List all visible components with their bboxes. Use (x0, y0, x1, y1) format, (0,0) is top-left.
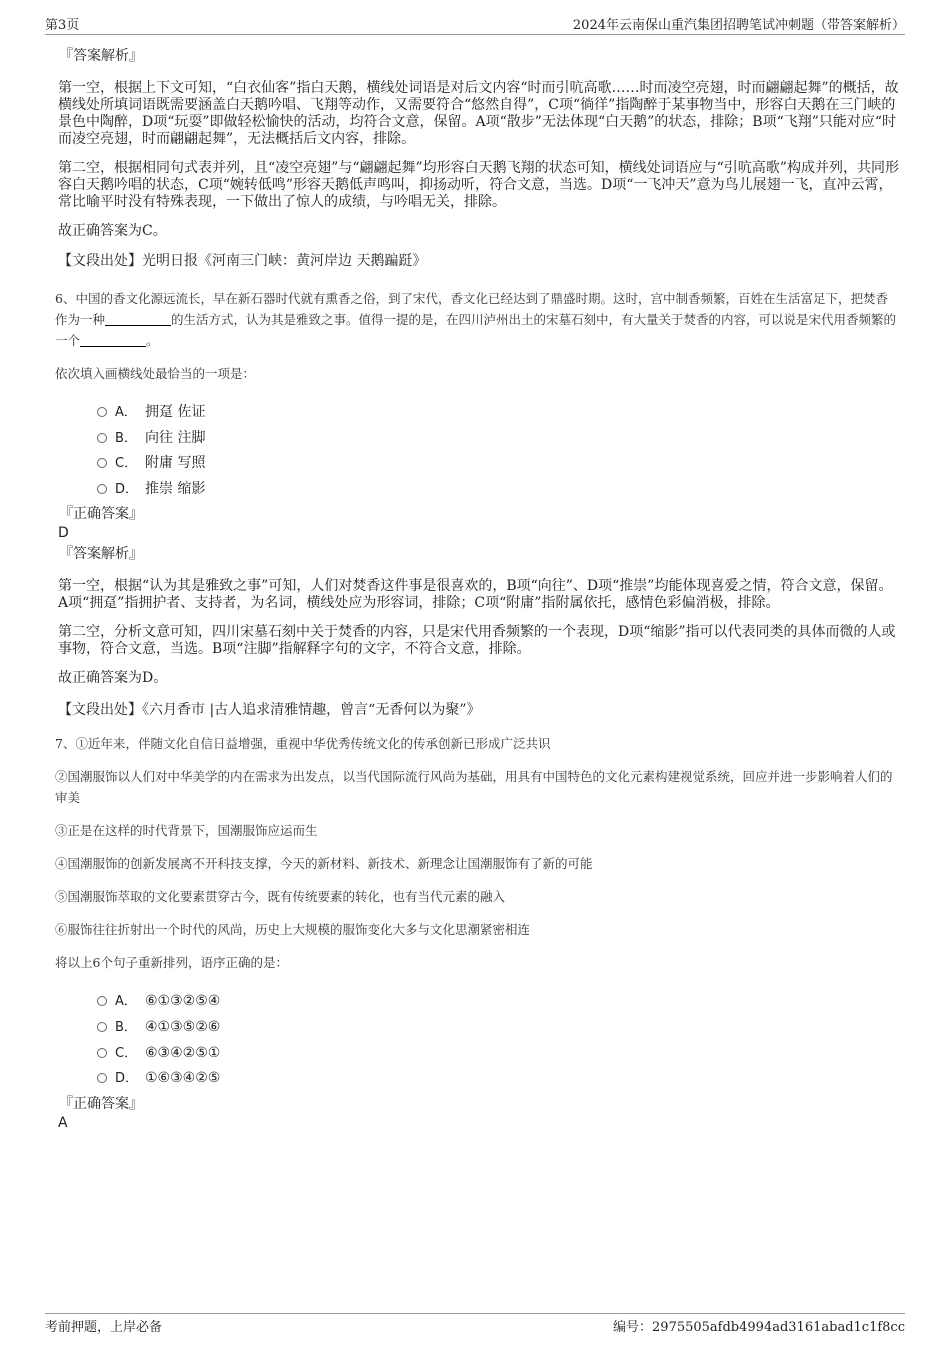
q7-answer-label: 『正确答案』 (59, 1095, 143, 1112)
q7-prompt: 将以上6个句子重新排列，语序正确的是： (55, 955, 288, 971)
document-serial: 编号：2975505afdb4994ad3161abad1c1f8cc (613, 1320, 905, 1335)
q6-source: 【文段出处】《六月香市 |古人追求清雅情趣，曾言“无香何以为聚”》 (58, 702, 481, 719)
q6-options (55, 400, 900, 502)
main-content (55, 46, 900, 1132)
q5-analysis-label: 『答案解析』 (59, 48, 143, 64)
q5-conclusion: 故正确答案为C。 (58, 223, 167, 239)
q6-answer-label: 『正确答案』 (59, 506, 143, 523)
q7-sentence-6: ⑥服饰往往折射出一个时代的风尚，历史上大规模的服饰变化大多与文化思潮紧密相连 (55, 922, 531, 938)
q6-stem: 6、中国的香文化源远流长，早在新石器时代就有熏香之俗，到了宋代，香文化已经达到了鼎盛时期。这时，宫中制香频繁，百姓在生活富足下，把焚香作为一种 的生活方式，认为其是雅致之事。值得一提的是，在四川泸州出土的宋墓石刻中，有大量关于焚香的内容，可以说是宋代用香频繁的一个 。 (55, 291, 897, 348)
q6-option-b[interactable]: B． 向往 注脚 (97, 426, 900, 452)
q7-answer: A (58, 1114, 68, 1131)
blank-2 (80, 334, 146, 347)
radio-icon[interactable] (97, 458, 107, 468)
radio-icon[interactable] (97, 407, 107, 417)
q7-option-b[interactable]: B． ④①③⑤②⑥ (97, 1015, 900, 1041)
radio-icon[interactable] (97, 996, 107, 1006)
q6-option-d[interactable]: D． 推崇 缩影 (97, 477, 900, 503)
page-header (45, 14, 905, 35)
q6-prompt: 依次填入画横线处最恰当的一项是： (55, 366, 256, 381)
q7-option-c[interactable]: C． ⑥③④②⑤① (97, 1041, 900, 1067)
q7-option-d[interactable]: D． ①⑥③④②⑤ (97, 1066, 900, 1092)
radio-icon[interactable] (97, 1073, 107, 1083)
q7-sentence-3: ③正是在这样的时代背景下，国潮服饰应运而生 (55, 823, 318, 839)
q6-option-a[interactable]: A． 拥趸 佐证 (97, 400, 900, 426)
footer-slogan: 考前押题，上岸必备 (45, 1320, 163, 1335)
q6-analysis-p1: 第一空，根据“认为其是雅致之事”可知，人们对焚香这件事是很喜欢的，B项“向往”、D项“推崇”均能体现喜爱之情，符合文意，保留。A项“拥趸”指拥护者、支持者，为名词，横线处应为形容词，排除；C项“附庸”指附属依托，感情色彩偏消极，排除。 (58, 578, 893, 612)
radio-icon[interactable] (97, 484, 107, 494)
q7-sentence-5: ⑤国潮服饰萃取的文化要素贯穿古今，既有传统要素的转化，也有当代元素的融入 (55, 889, 506, 905)
blank-1 (105, 313, 171, 326)
page-footer (45, 1313, 905, 1336)
document-title: 2024年云南保山重汽集团招聘笔试冲刺题（带答案解析） (572, 18, 905, 33)
q6-analysis-label: 『答案解析』 (59, 546, 143, 563)
radio-icon[interactable] (97, 1022, 107, 1032)
q5-source: 【文段出处】光明日报《河南三门峡：黄河岸边 天鹅蹁跹》 (58, 253, 427, 269)
q5-analysis-p2: 第二空，根据相同句式表并列，且“凌空亮翅”与“翩翩起舞”均形容白天鹅飞翔的状态可知，横线处词语应与“引吭高歌”构成并列，共同形容白天鹅吟唱的状态，C项“婉转低鸣”形容天鹅低声鸣叫，抑扬动听，符合文意，当选。D项“一飞冲天”意为鸟儿展翅一飞，直冲云霄，常比喻平时没有特殊表现，一下做出了惊人的成绩，与吟唱无关，排除。 (58, 160, 899, 210)
q7-sentence-2: ②国潮服饰以人们对中华美学的内在需求为出发点，以当代国际流行风尚为基础，用具有中国特色的文化元素构建视觉系统，回应并进一步影响着人们的审美 (55, 769, 893, 806)
radio-icon[interactable] (97, 1048, 107, 1058)
q6-analysis-p2: 第二空，分析文意可知，四川宋墓石刻中关于焚香的内容，只是宋代用香频繁的一个表现，D项“缩影”指可以代表同类的具体而微的人或事物，符合文意，当选。B项“注脚”指解释字句的文字，不符合文意，排除。 (58, 624, 896, 658)
q6-option-c[interactable]: C． 附庸 写照 (97, 451, 900, 477)
q7-option-a[interactable]: A． ⑥①③②⑤④ (97, 989, 900, 1015)
radio-icon[interactable] (97, 433, 107, 443)
q7-sentence-4: ④国潮服饰的创新发展离不开科技支撑，今天的新材料、新技术、新理念让国潮服饰有了新的可能 (55, 856, 593, 872)
q6-answer: D (58, 525, 69, 542)
q7-sentence-1: 7、①近年来，伴随文化自信日益增强，重视中华优秀传统文化的传承创新已形成广泛共识 (55, 736, 551, 752)
q7-options (55, 989, 900, 1091)
q5-analysis-p1: 第一空，根据上下文可知，“白衣仙客”指白天鹅，横线处词语是对后文内容“时而引吭高歌……时而凌空亮翅，时而翩翩起舞”的概括，故横线处所填词语既需要涵盖白天鹅吟唱、飞翔等动作，又需要符合“悠然自得”，C项“徜徉”指陶醉于某事物当中，形容白天鹅在三门峡的景色中陶醉，D项“玩耍”即做轻松愉快的活动，均符合文意，保留。A项“散步”无法体现“白天鹅”的状态，排除；B项“飞翔”只能对应“时而凌空亮翅，时而翩翩起舞”，无法概括后文内容，排除。 (58, 80, 899, 147)
page-number: 第3页 (45, 18, 80, 33)
q6-conclusion: 故正确答案为D。 (58, 670, 168, 687)
